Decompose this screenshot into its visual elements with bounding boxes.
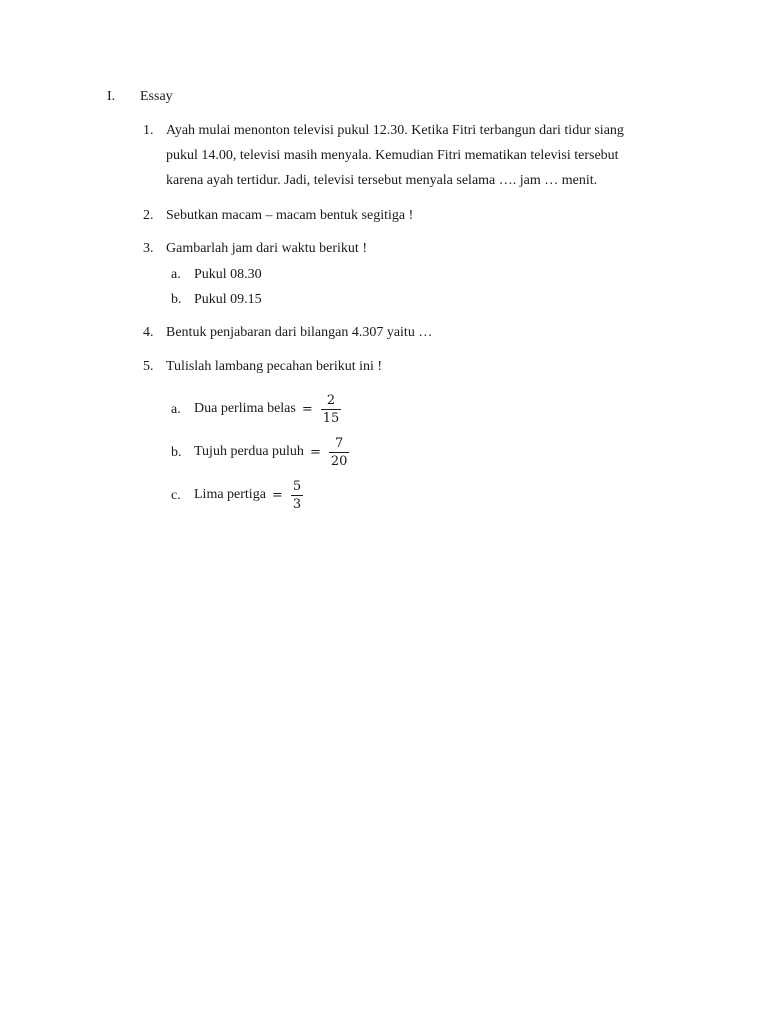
subitem-text: Tujuh perdua puluh	[194, 444, 304, 459]
subitem-letter: a.	[171, 267, 181, 282]
question-text: Bentuk penjabaran dari bilangan 4.307 yaitu …	[166, 325, 433, 340]
subitem-text: Dua perlima belas	[194, 401, 296, 416]
fraction	[321, 394, 342, 425]
fraction-denominator: 3	[292, 496, 302, 512]
question-text-line: Ayah mulai menonton televisi pukul 12.30. Ketika Fitri terbangun dari tidur siang	[166, 123, 624, 138]
question-number: 2.	[143, 208, 154, 223]
fraction-denominator: 15	[322, 410, 340, 426]
equals-sign: =	[301, 401, 313, 417]
equals-sign: =	[309, 444, 321, 460]
subitem-letter: c.	[171, 488, 181, 503]
question-text: Gambarlah jam dari waktu berikut !	[166, 241, 367, 256]
fraction-numerator: 7	[334, 435, 344, 451]
question-text: Tulislah lambang pecahan berikut ini !	[166, 359, 383, 374]
section-number: I.	[107, 89, 116, 104]
question-text: Sebutkan macam – macam bentuk segitiga !	[166, 208, 414, 223]
fraction-numerator: 5	[292, 478, 302, 494]
equals-sign: =	[271, 487, 283, 503]
subitem-text: Pukul 08.30	[194, 267, 262, 282]
section-title: Essay	[140, 89, 173, 104]
fraction-numerator: 2	[326, 392, 336, 408]
fraction-item	[194, 391, 341, 427]
subitem-text: Lima pertiga	[194, 487, 266, 502]
question-number: 3.	[143, 241, 154, 256]
question-number: 1.	[143, 123, 154, 138]
fraction-item	[194, 434, 349, 470]
fraction	[329, 437, 350, 468]
fraction	[291, 480, 303, 511]
subitem-letter: b.	[171, 292, 182, 307]
question-text-line: karena ayah tertidur. Jadi, televisi tersebut menyala selama …. jam … menit.	[166, 173, 598, 188]
fraction-item	[194, 477, 303, 513]
subitem-letter: b.	[171, 445, 182, 460]
fraction-denominator: 20	[330, 453, 348, 469]
question-number: 5.	[143, 359, 154, 374]
question-text-line: pukul 14.00, televisi masih menyala. Kemudian Fitri mematikan televisi tersebut	[166, 148, 619, 163]
subitem-text: Pukul 09.15	[194, 292, 262, 307]
subitem-letter: a.	[171, 402, 181, 417]
question-number: 4.	[143, 325, 154, 340]
